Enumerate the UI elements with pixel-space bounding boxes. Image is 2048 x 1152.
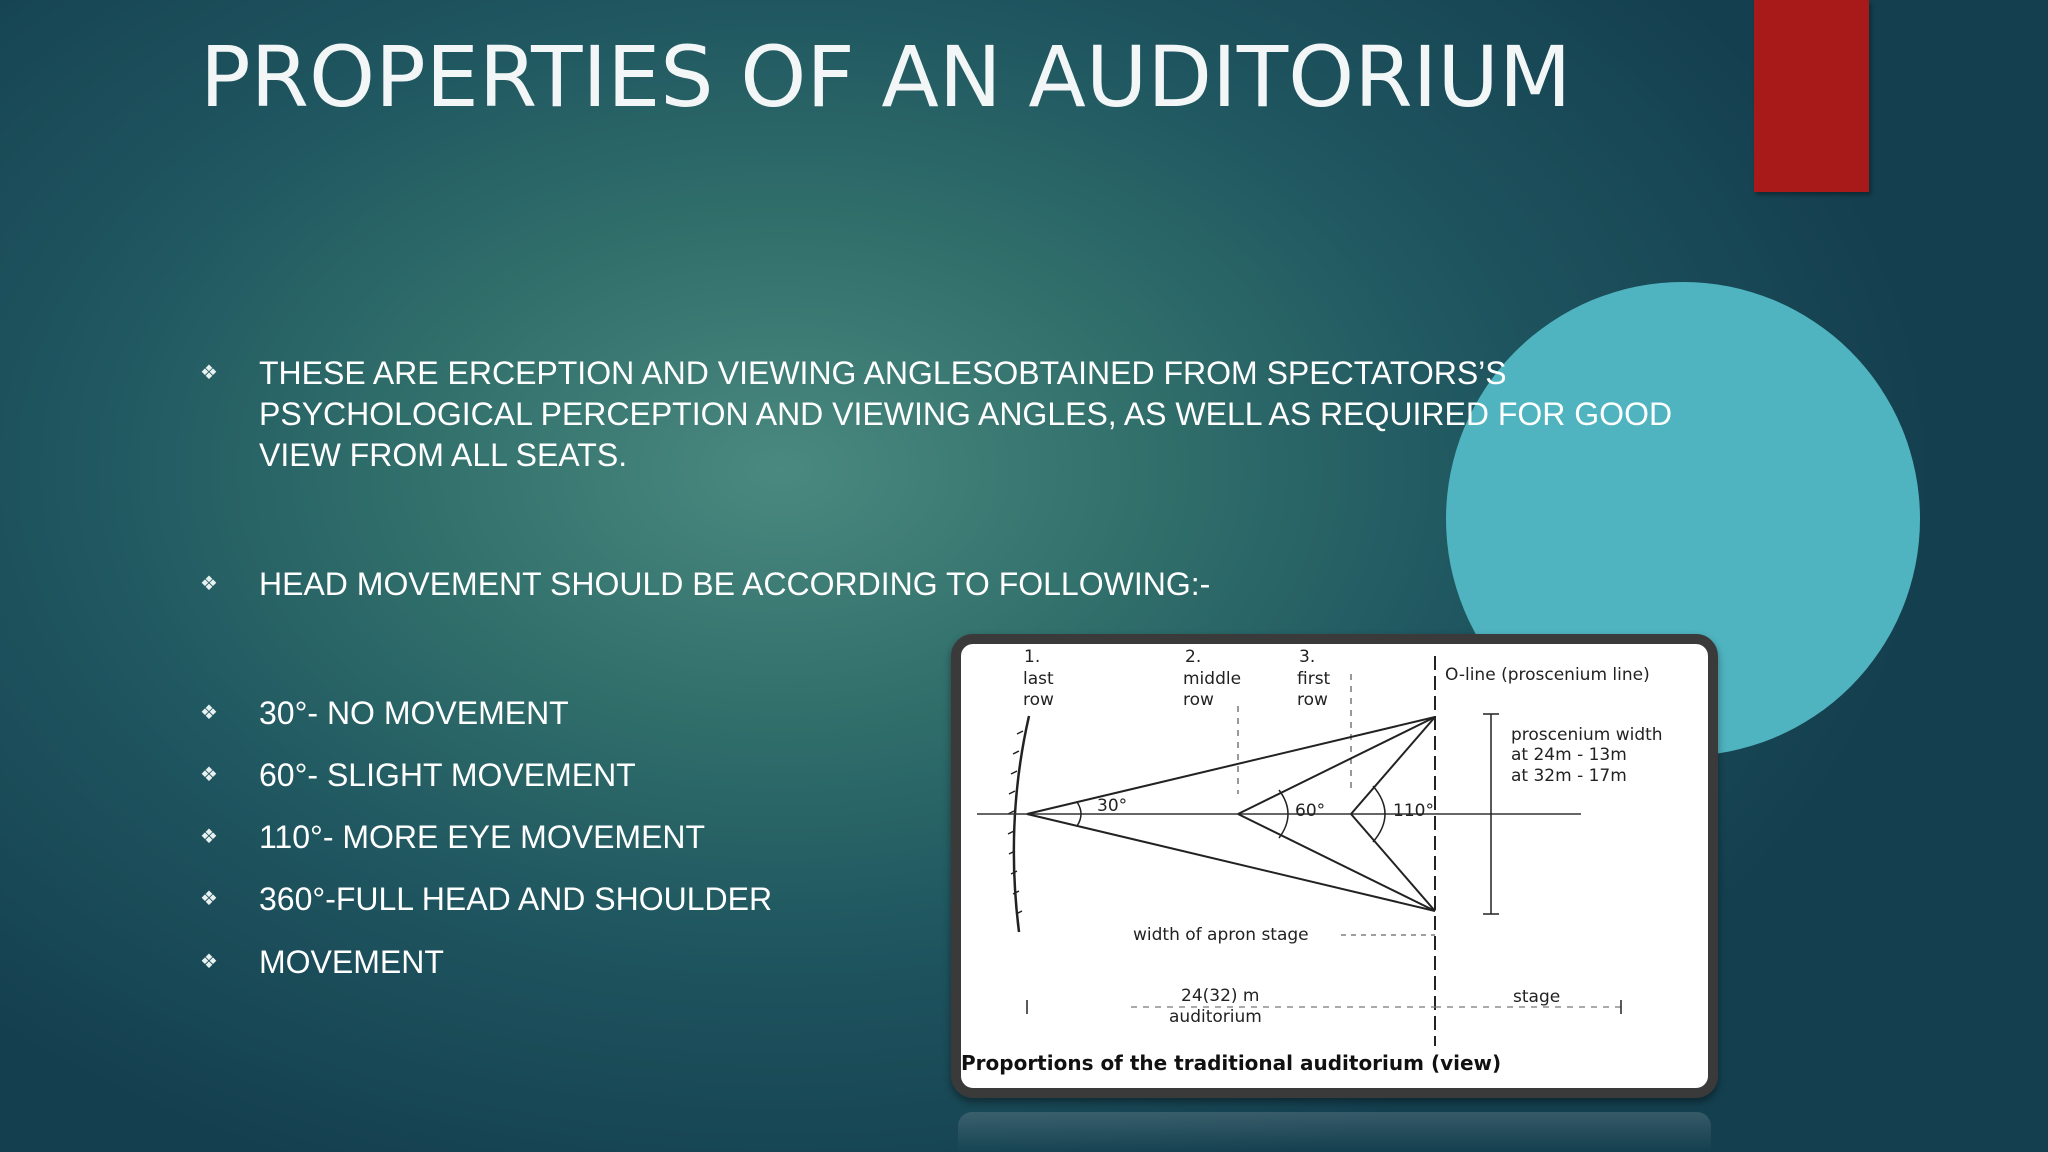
bullet-text: 30°- NO MOVEMENT (259, 695, 569, 731)
last-row-label: last (1023, 669, 1054, 689)
sight-line (1027, 717, 1435, 814)
angle-label-60: 60° (1295, 801, 1326, 821)
bullet-text: 360°-FULL HEAD AND SHOULDER (259, 881, 773, 917)
figure-caption: Proportions of the traditional auditorium (view) (961, 1051, 1502, 1075)
angle-label-110: 110° (1393, 801, 1434, 821)
slide-title: PROPERTIES OF AN AUDITORIUM (200, 28, 1572, 126)
proscenium-width-label: proscenium width (1511, 725, 1663, 745)
bullet-text: 60°- SLIGHT MOVEMENT (259, 757, 636, 793)
figure-reflection (958, 1112, 1711, 1152)
four-diamond-bullet-icon: ❖ (200, 702, 218, 724)
angle-label-30: 30° (1097, 796, 1128, 816)
four-diamond-bullet-icon: ❖ (200, 888, 218, 910)
middle-row-label: row (1183, 690, 1214, 710)
bullet-text: 110°- MORE EYE MOVEMENT (259, 819, 706, 855)
sight-line (1027, 814, 1435, 911)
bullet-text: MOVEMENT (259, 944, 444, 980)
last-row-label: row (1023, 690, 1054, 710)
row-number-2: 2. (1185, 647, 1202, 667)
o-line-label: O-line (proscenium line) (1445, 665, 1650, 685)
auditorium-diagram (961, 644, 1708, 1088)
row-number-1: 1. (1024, 647, 1041, 667)
auditorium-diagram-frame (951, 634, 1718, 1098)
last-row-curve (1014, 716, 1029, 932)
sight-line (1238, 814, 1435, 911)
four-diamond-bullet-icon: ❖ (200, 951, 218, 973)
four-diamond-bullet-icon: ❖ (200, 826, 218, 848)
four-diamond-bullet-icon: ❖ (200, 362, 218, 384)
bullet-text: THESE ARE ERCEPTION AND VIEWING ANGLESOBTAINED FROM SPECTATORS’S PSYCHOLOGICAL PERCEPTION AND VIEWING ANGLES, AS WELL AS REQUIRED FOR GOOD VIEW FROM ALL SEATS. (259, 355, 1673, 473)
sight-line (1351, 814, 1435, 911)
proscenium-width-label: at 24m - 13m (1511, 745, 1627, 765)
four-diamond-bullet-icon: ❖ (200, 764, 218, 786)
apron-label: width of apron stage (1133, 925, 1309, 945)
first-row-label: first (1297, 669, 1331, 689)
sight-line (1238, 717, 1435, 814)
auditorium-dimension-label: 24(32) m (1181, 986, 1260, 1006)
auditorium-label: auditorium (1169, 1007, 1262, 1027)
accent-red-bar (1754, 0, 1869, 192)
sight-line (1351, 717, 1435, 814)
row-number-3: 3. (1299, 647, 1316, 667)
bullet-text: HEAD MOVEMENT SHOULD BE ACCORDING TO FOLLOWING:- (259, 566, 1211, 602)
four-diamond-bullet-icon: ❖ (200, 573, 218, 595)
proscenium-width-label: at 32m - 17m (1511, 766, 1627, 786)
stage-label: stage (1513, 987, 1561, 1007)
first-row-label: row (1297, 690, 1328, 710)
middle-row-label: middle (1183, 669, 1242, 689)
